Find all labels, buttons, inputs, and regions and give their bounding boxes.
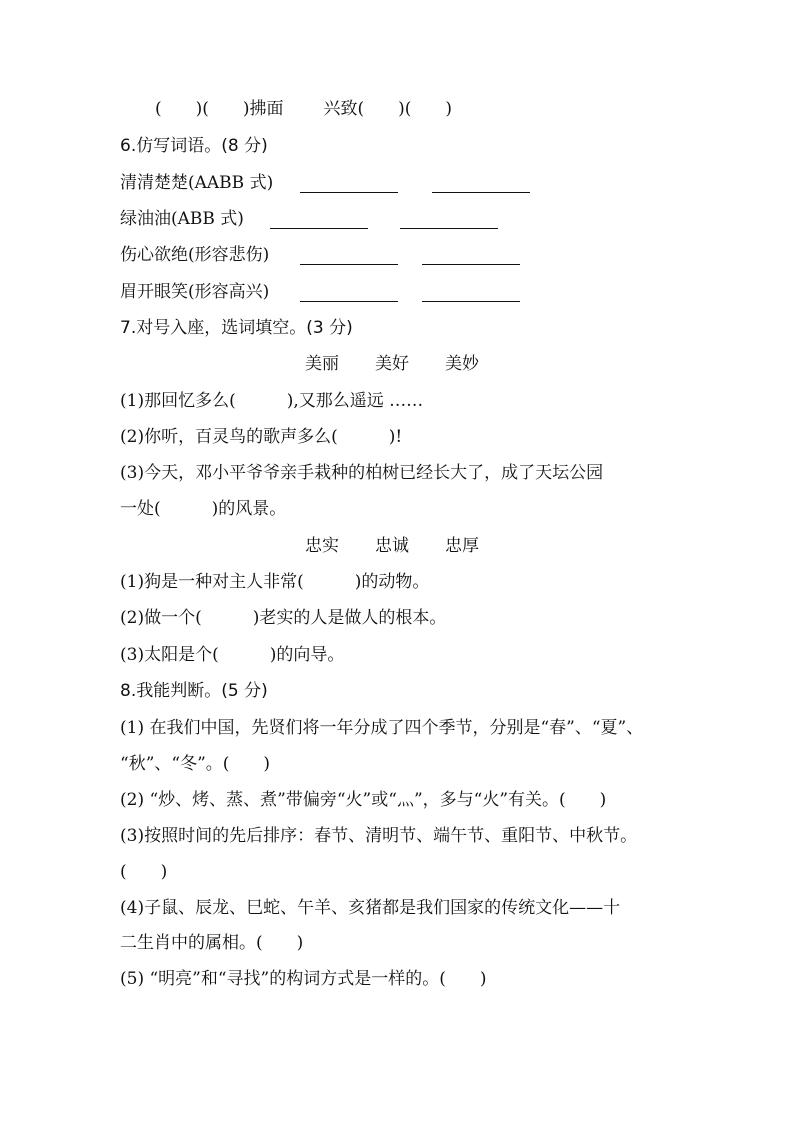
q8-statement-3b: ( ) (120, 862, 168, 882)
q7-group1-choice-2: 美好 (375, 354, 409, 374)
q8-statement-5: (5) “明亮”和“寻找”的构词方式是一样的。( ) (120, 969, 487, 989)
q6-item-1 (120, 172, 273, 194)
q7-group1-choice-3: 美妙 (445, 354, 479, 374)
q6-item-3-blank-1[interactable] (300, 250, 398, 265)
q7-group1-choices (305, 353, 515, 375)
q7-group1-sentence-3a: (3)今天，邓小平爷爷亲手栽种的柏树已经长大了，成了天坛公园 (120, 463, 604, 483)
q7-group2-sentence-3: (3)太阳是个( )的向导。 (120, 645, 345, 665)
q7-group2-choice-2: 忠诚 (375, 536, 409, 556)
q6-item-1-label: 清清楚楚(AABB 式) (120, 173, 274, 193)
q6-item-2-label: 绿油油(ABB 式) (120, 209, 244, 229)
q6-item-3 (120, 244, 269, 266)
q8-statement-1b: “秋”、“冬”。( ) (120, 754, 271, 774)
q7-group2-choice-3: 忠厚 (445, 536, 479, 556)
q6-title: 6.仿写词语。(8 分) (120, 136, 268, 156)
q5-tail-part2: 兴致( )( ) (323, 99, 453, 119)
q7-group2-sentence-2: (2)做一个( )老实的人是做人的根本。 (120, 608, 447, 628)
q5-tail-part1: ( )( )拂面 (155, 99, 284, 119)
q8-statement-2: (2) “炒、烤、蒸、煮”带偏旁“火”或“灬”，多与“火”有关。( ) (120, 790, 607, 810)
q7-group2-choice-1: 忠实 (305, 536, 339, 556)
q7-group2-sentence-1: (1)狗是一种对主人非常( )的动物。 (120, 572, 430, 592)
q6-item-4-blank-2[interactable] (422, 287, 520, 302)
q6-item-4-blank-1[interactable] (300, 287, 398, 302)
q6-item-3-blank-2[interactable] (422, 250, 520, 265)
q7-group2-choices (305, 535, 515, 557)
q8-statement-3a: (3)按照时间的先后排序：春节、清明节、端午节、重阳节、中秋节。 (120, 826, 638, 846)
q5-tail-line (155, 98, 452, 120)
q7-group1-sentence-2: (2)你听，百灵鸟的歌声多么( )! (120, 427, 403, 447)
q6-item-4-label: 眉开眼笑(形容高兴) (120, 282, 270, 302)
q6-item-2-blank-2[interactable] (400, 214, 498, 229)
q7-title: 7.对号入座，选词填空。(3 分) (120, 318, 353, 338)
q6-item-1-blank-2[interactable] (432, 178, 530, 193)
q6-item-4 (120, 281, 269, 303)
q7-group1-sentence-3b: 一处( )的风景。 (120, 499, 287, 519)
q8-statement-1a: (1) 在我们中国，先贤们将一年分成了四个季节，分别是“春”、“夏”、 (120, 718, 644, 738)
q6-item-3-label: 伤心欲绝(形容悲伤) (120, 245, 270, 265)
q6-item-1-blank-1[interactable] (300, 178, 398, 193)
q8-statement-4a: (4)子鼠、辰龙、巳蛇、午羊、亥猪都是我们国家的传统文化——十 (120, 898, 621, 918)
q6-item-2 (120, 208, 244, 230)
q7-group1-choice-1: 美丽 (305, 354, 339, 374)
q8-title: 8.我能判断。(5 分) (120, 681, 268, 701)
q6-item-2-blank-1[interactable] (270, 214, 368, 229)
q7-group1-sentence-1: (1)那回忆多么( ),又那么遥远 …… (120, 391, 424, 411)
q8-statement-4b: 二生肖中的属相。( ) (120, 933, 304, 953)
